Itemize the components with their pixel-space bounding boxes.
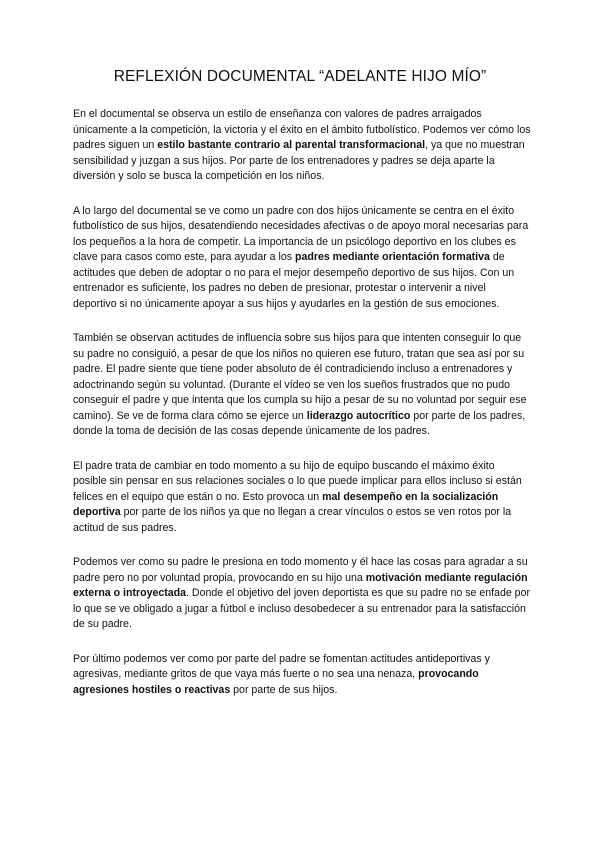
paragraph [73, 204, 531, 313]
paragraph [73, 555, 531, 633]
document-body [73, 107, 531, 717]
paragraph [73, 331, 531, 440]
paragraph [73, 107, 531, 185]
text-run: , ya que no muestran sensibilidad y juzgan a sus hijos. Por parte de los entrenadores y padres se deja aparte la diversión y solo se busca la competición en los niños. [73, 139, 525, 182]
text-run: También se observan actitudes de influencia sobre sus hijos para que intenten conseguir lo que su padre no consiguió, a pesar de que los niños no quieren ese futuro, tratan que sea así por su padre. El padre siente que tiene poder absoluto de él contradiciendo incluso a entrenadores y adoctrinando según su voluntad. (Durante el vídeo se ven los sueños frustrados que no pudo conseguir el padre y que intenta que los cumpla su hijo a pesar de su no voluntad por seguir ese camino). Se ve de forma clara cómo se ejerce un [73, 332, 527, 422]
bold-text-run: provocando agresiones hostiles o reactivas [73, 668, 479, 696]
text-run: El padre trata de cambiar en todo momento a su hijo de equipo buscando el máximo éxito posible sin pensar en sus relaciones sociales o lo que puede implicar para ellos incluso si están felices en el equipo que están o no. Esto provoca un [73, 459, 522, 503]
text-run: A lo largo del documental se ve como un padre con dos hijos únicamente se centra en el éxito futbolístico de sus hijos, desatendiendo necesidades afectivas o de apoyo moral necesarias para los pequeños a la hora de competir. La importancia de un psicólogo deportivo en los clubes es clave para casos como este, para ayudar a los [73, 204, 529, 263]
text-run: En el documental se observa un estilo de enseñanza con valores de padres arraigados únicamente a la competición, la victoria y el éxito en el ámbito futbolístico. Podemos ver cómo los padres siguen un [73, 108, 531, 151]
text-run: por parte de sus hijos. [230, 683, 338, 696]
text-run: de actitudes que deben de adoptar o no para el mejor desempeño deportivo de sus hijos. Con un entrenador es suficiente, los padres no deben de presionar, protestar o intervenir a nivel deportivo si no únicamente apoyar a sus hijos y ayudarles en la gestión de sus emociones. [73, 251, 515, 310]
text-run: Por último podemos ver como por parte del padre se fomentan actitudes antideportivas y agresivas, mediante gritos de que vaya más fuerte o no sea una nenaza, [73, 652, 490, 680]
bold-text-run: padres mediante orientación formativa [295, 251, 490, 263]
paragraph [73, 459, 531, 537]
bold-text-run: mal desempeño en la socialización deportiva [73, 490, 499, 518]
text-run: . Donde el objetivo del joven deportista es que su padre no se enfade por lo que se ve obligado a jugar a fútbol e incluso desobedecer a su entrenador para la satisfacción de su padre. [73, 587, 530, 630]
paragraph [73, 652, 531, 699]
bold-text-run: motivación mediante regulación externa o introyectada [73, 571, 528, 599]
bold-text-run: liderazgo autocrítico [306, 409, 411, 422]
document-title: REFLEXIÓN DOCUMENTAL “ADELANTE HIJO MÍO” [113, 68, 487, 85]
text-run: Podemos ver como su padre le presiona en todo momento y él hace las cosas para agradar a su padre pero no por voluntad propia, provocando en su hijo una [73, 556, 528, 584]
text-run: por parte de los padres, donde la toma de decisión de las cosas depende únicamente de los padres. [73, 409, 526, 437]
text-run: por parte de los niños ya que no llegan a crear vínculos o estos se ven rotos por la actitud de sus padres. [73, 506, 512, 534]
bold-text-run: estilo bastante contrario al parental transformacional [157, 139, 426, 151]
